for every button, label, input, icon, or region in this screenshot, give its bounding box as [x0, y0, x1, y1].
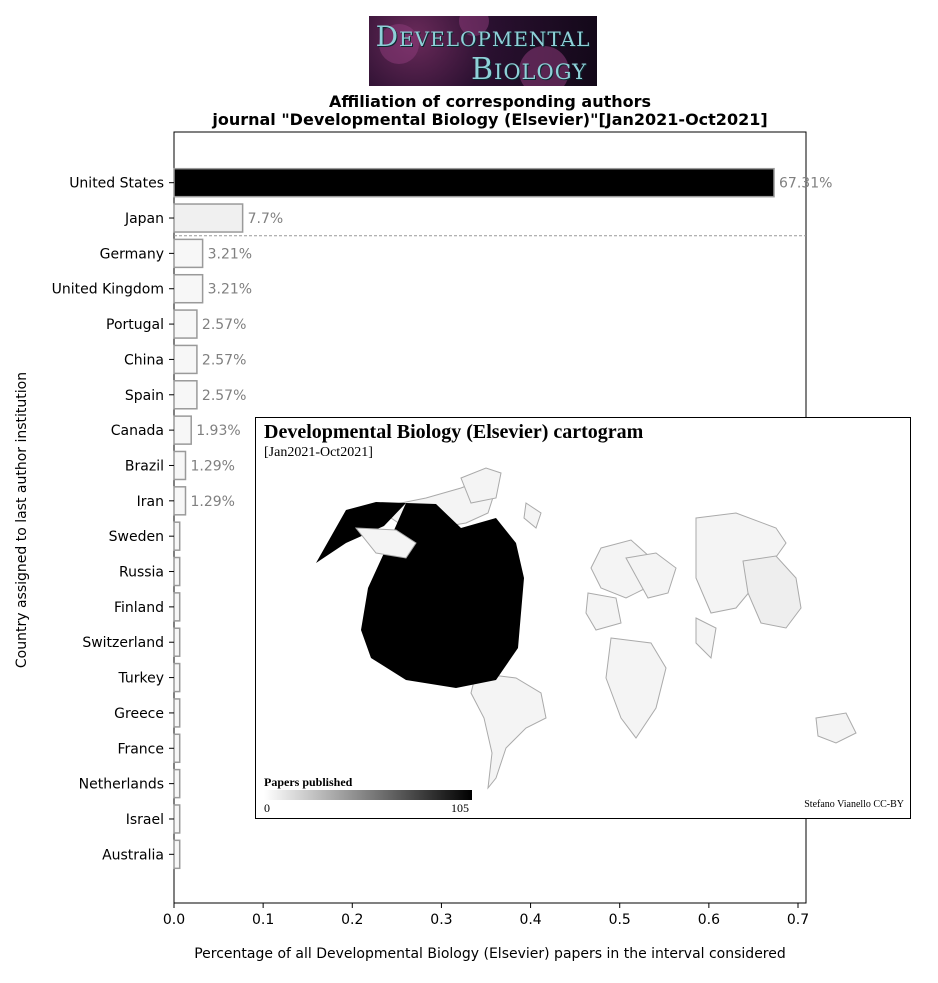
- logo-line1: Developmental: [375, 20, 591, 53]
- y-tick-label: Germany: [99, 246, 164, 263]
- data-label: 3.21%: [207, 246, 253, 263]
- x-tick-label: 0.4: [519, 912, 542, 928]
- data-label: 7.7%: [247, 211, 284, 228]
- bar: [174, 664, 180, 692]
- legend-colorbar: [264, 790, 472, 800]
- x-axis-label: Percentage of all Developmental Biology (Elsevier) papers in the interval considered: [194, 946, 786, 962]
- data-label: 1.93%: [196, 423, 241, 440]
- data-label: 2.57%: [201, 387, 247, 404]
- x-tick-label: 0.2: [341, 912, 364, 928]
- data-label: 2.57%: [201, 352, 247, 369]
- bar: [174, 805, 180, 833]
- y-axis-label: Country assigned to last author institution: [14, 371, 30, 669]
- bar: [174, 734, 180, 762]
- legend-min-label: 0: [264, 801, 270, 815]
- bar: [174, 522, 180, 550]
- x-tick-label: 0.5: [608, 912, 631, 928]
- y-tick-label: Finland: [113, 599, 164, 616]
- legend-max-label: 105: [451, 801, 469, 815]
- bar: [174, 487, 185, 515]
- logo-line2: Biology: [471, 52, 587, 86]
- y-tick-label: United States: [69, 175, 164, 192]
- bar: [174, 169, 774, 197]
- credit-text: Stefano Vianello CC-BY: [804, 799, 904, 810]
- bar: [174, 204, 243, 232]
- bar: [174, 345, 197, 373]
- data-label: 3.21%: [207, 281, 253, 298]
- bar: [174, 558, 180, 586]
- y-tick-label: Australia: [102, 847, 164, 864]
- bar: [174, 416, 191, 444]
- x-tick-label: 0.3: [430, 912, 453, 928]
- y-tick-label: France: [117, 741, 164, 758]
- cartogram-title: Developmental Biology (Elsevier) cartogram: [264, 421, 644, 443]
- cartogram-subtitle: [Jan2021-Oct2021]: [264, 445, 373, 460]
- legend-title: Papers published: [264, 775, 353, 789]
- y-tick-label: Canada: [110, 423, 164, 440]
- world-cartogram-map: [256, 418, 912, 820]
- bar: [174, 770, 180, 798]
- bar: [174, 275, 203, 303]
- y-tick-label: United Kingdom: [51, 281, 164, 298]
- y-tick-label: Japan: [124, 211, 164, 228]
- x-tick-label: 0.0: [162, 912, 186, 928]
- y-tick-label: Brazil: [124, 458, 164, 475]
- bar: [174, 699, 180, 727]
- y-tick-label: China: [124, 352, 164, 369]
- chart-title-line1: Affiliation of corresponding authors: [328, 92, 652, 111]
- y-tick-label: Switzerland: [82, 635, 164, 652]
- bar: [174, 310, 197, 338]
- chart-title-line2: journal "Developmental Biology (Elsevier)"[Jan2021-Oct2021]: [212, 110, 768, 129]
- y-tick-label: Iran: [136, 493, 164, 510]
- cartogram-inset: [255, 417, 911, 819]
- y-tick-label: Portugal: [106, 317, 164, 334]
- y-tick-label: Turkey: [118, 670, 164, 687]
- data-label: 1.29%: [190, 458, 235, 475]
- data-label: 2.57%: [201, 317, 247, 334]
- x-tick-label: 0.7: [786, 912, 810, 928]
- bar: [174, 239, 203, 267]
- y-tick-label: Netherlands: [78, 776, 164, 793]
- bar: [174, 840, 180, 868]
- x-tick-label: 0.6: [697, 912, 720, 928]
- y-tick-label: Greece: [114, 705, 164, 722]
- y-tick-label: Spain: [124, 387, 164, 404]
- bar: [174, 628, 180, 656]
- bar: [174, 381, 197, 409]
- data-label: 67.31%: [779, 175, 833, 192]
- y-tick-label: Sweden: [108, 529, 164, 546]
- bar: [174, 593, 180, 621]
- y-tick-label: Israel: [125, 811, 164, 828]
- bar: [174, 451, 185, 479]
- y-tick-label: Russia: [118, 564, 164, 581]
- x-tick-label: 0.1: [252, 912, 275, 928]
- data-label: 1.29%: [190, 493, 235, 510]
